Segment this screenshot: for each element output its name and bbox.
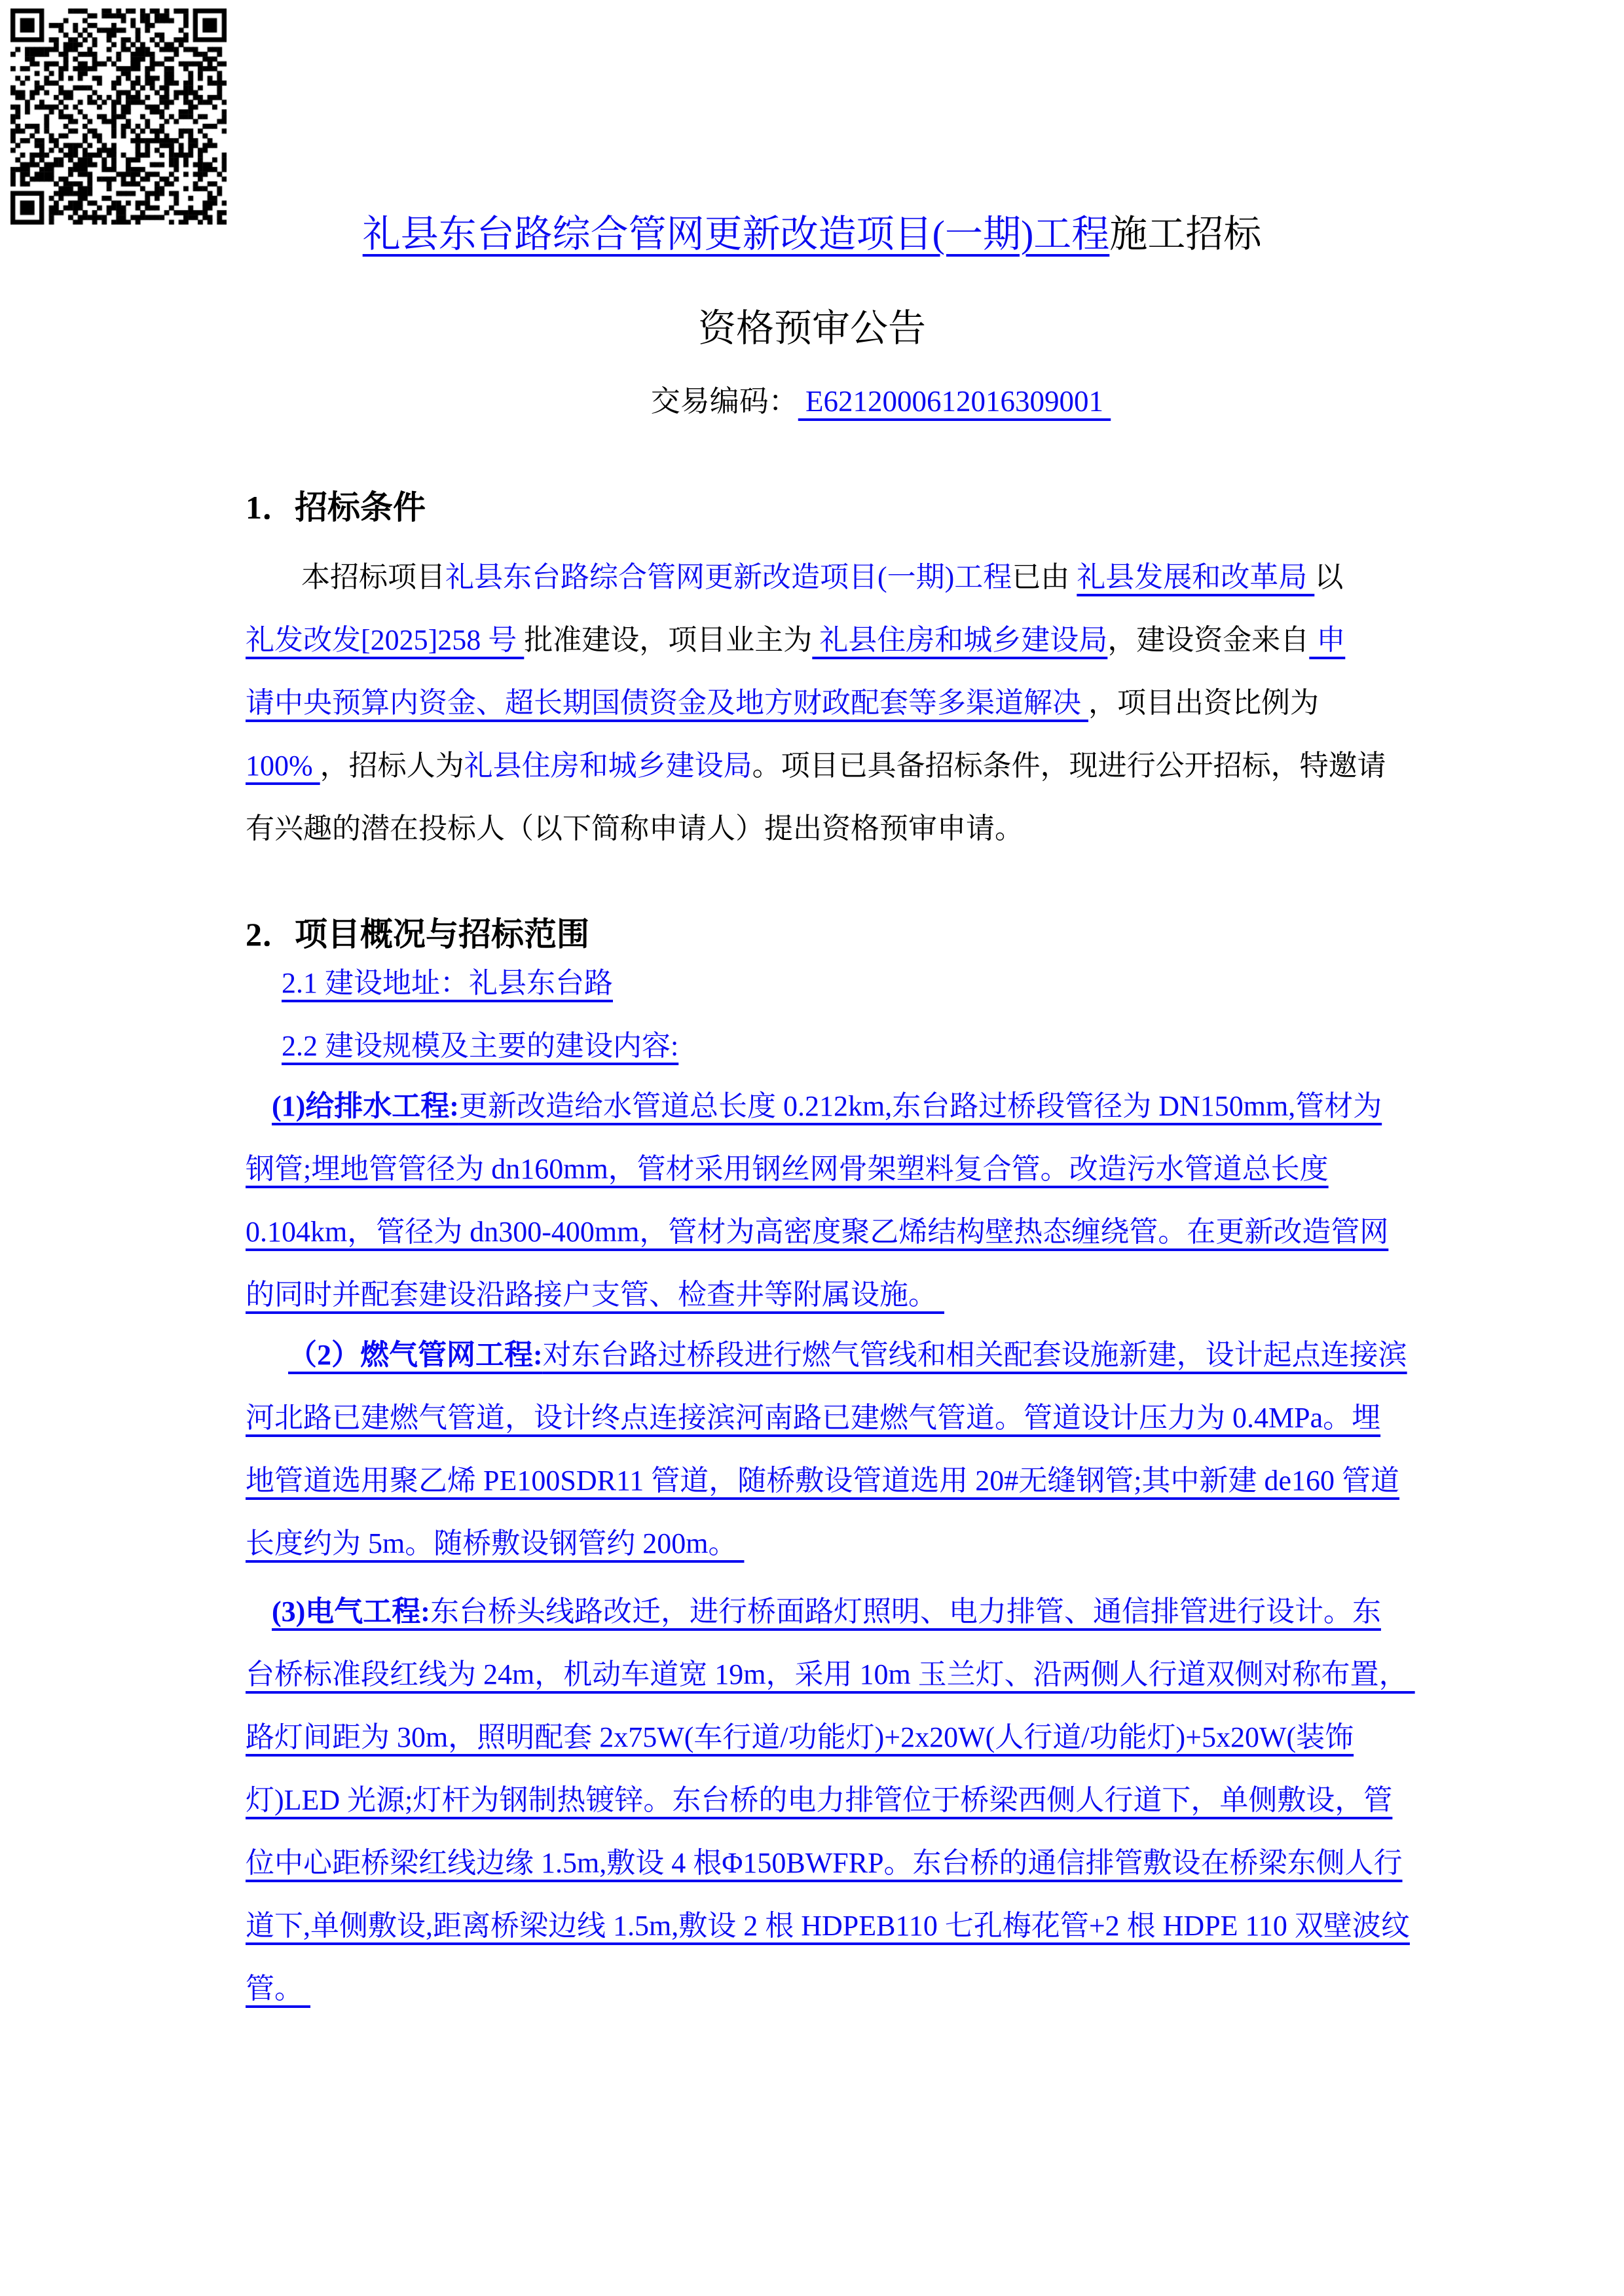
text-run: 的同时并配套建设沿路接户支管、检查井等附属设施。 — [246, 1279, 944, 1311]
text-run: 施工招标 — [1109, 213, 1262, 255]
text-run: 批准建设，项目业主为 — [524, 624, 813, 656]
paragraph-line — [246, 1512, 1378, 1575]
paragraph-line — [246, 1075, 1382, 1138]
text-run: 交易编码： — [650, 385, 798, 418]
paragraph-line — [246, 952, 1378, 1015]
paragraph-line — [246, 1138, 1378, 1201]
text-run: 台桥标准段红线为 24m，机动车道宽 19m，采用 10m 玉兰灯、沿两侧人行道双侧对称布置， — [246, 1658, 1415, 1690]
document-title-line2 — [0, 305, 1624, 352]
section2-build-address-line — [246, 952, 1378, 1015]
paragraph-line — [246, 1832, 1403, 1895]
text-run: 礼县住房和城乡建设局 — [812, 624, 1108, 656]
text-run: 礼县住房和城乡建设局 — [464, 750, 752, 782]
paragraph-line — [246, 546, 1378, 609]
text-run: 2.2 建设规模及主要的建设内容: — [282, 1030, 679, 1062]
text-run: ，项目出资比例为 — [1088, 687, 1319, 719]
document-title-line1 — [0, 211, 1624, 258]
paragraph-line — [246, 1387, 1381, 1449]
paragraph-line — [246, 1706, 1378, 1769]
qr-code — [10, 9, 227, 225]
text-run: 地管道选用聚乙烯 PE100SDR11 管道，随桥敷设管道选用 20#无缝钢管;其中新建 de160 管道 — [246, 1465, 1400, 1497]
text-run: 东台桥头线路改迁，进行桥面路灯照明、电力排管、通信排管进行设计。东 — [430, 1595, 1381, 1628]
trade-code-line — [0, 382, 1624, 420]
text-run: 已由 — [1012, 561, 1077, 593]
paragraph-line — [246, 672, 1378, 735]
section2-build-scale-line — [246, 1015, 1378, 1078]
text-run: 位中心距桥梁红线边缘 1.5m,敷设 4 根Φ150BWFRP。东台桥的通信排管敷设在桥梁东侧人行 — [246, 1847, 1403, 1879]
text-run: ，招标人为 — [320, 750, 464, 782]
paragraph-line — [246, 1769, 1393, 1832]
text-run: 礼县东台路综合管网更新改造项目(一期)工程 — [445, 561, 1012, 593]
text-run: 2.1 建设地址：礼县东台路 — [282, 967, 613, 999]
text-run: 对东台路过桥段进行燃气管线和相关配套设施新建，设计起点连接滨 — [542, 1339, 1407, 1371]
text-run: （2）燃气管网工程: — [288, 1339, 543, 1371]
text-run: 申 — [1309, 624, 1346, 656]
paragraph-line — [246, 797, 1378, 860]
text-run: ，建设资金来自 — [1107, 624, 1310, 656]
text-run: 路灯间距为 30m，照明配套 2x75W(车行道/功能灯)+2x20W(人行道/功能灯)+5x20W(装饰 — [246, 1721, 1354, 1753]
text-run: 有兴趣的潜在投标人（以下简称申请人）提出资格预审申请。 — [246, 812, 1024, 845]
section2-water-drainage-paragraph — [246, 1075, 1389, 1326]
section2-electrical-paragraph — [246, 1580, 1415, 2020]
paragraph-line — [246, 1201, 1389, 1264]
section1-paragraph — [246, 546, 1386, 860]
text-run: 以 — [1314, 561, 1344, 593]
text-run: E6212000612016309001 — [798, 385, 1111, 418]
text-run: 资格预审公告 — [697, 307, 926, 350]
text-run: 管。 — [246, 1973, 310, 2005]
paragraph-line — [246, 1958, 1378, 2020]
paragraph-line — [246, 1643, 1415, 1706]
section2-heading: 2．项目概况与招标范围 — [246, 916, 589, 953]
text-run: 长度约为 5m。随桥敷设钢管约 200m。 — [246, 1527, 745, 1559]
text-run: 钢管;埋地管管径为 dn160mm，管材采用钢丝网骨架塑料复合管。改造污水管道总长度 — [246, 1153, 1329, 1185]
text-run: 灯)LED 光源;灯杆为钢制热镀锌。东台桥的电力排管位于桥梁西侧人行道下，单侧敷设，管 — [246, 1784, 1393, 1816]
section2-gas-network-paragraph — [246, 1324, 1407, 1575]
text-run: 。项目已具备招标条件，现进行公开招标，特邀请 — [752, 750, 1386, 782]
text-run: (3)电气工程: — [272, 1595, 430, 1628]
text-run: 100% — [246, 750, 320, 782]
text-run: 道下,单侧敷设,距离桥梁边线 1.5m,敷设 2 根 HDPEB110 七孔梅花管+2 根 HDPE 110 双壁波纹 — [246, 1910, 1410, 1942]
section1-heading: 1．招标条件 — [246, 489, 426, 526]
text-run: 更新改造给水管道总长度 0.212km,东台路过桥段管径为 DN150mm,管材为 — [458, 1090, 1382, 1122]
text-run: 河北路已建燃气管道，设计终点连接滨河南路已建燃气管道。管道设计压力为 0.4MPa。埋 — [246, 1402, 1381, 1434]
text-run: 0.104km，管径为 dn300-400mm，管材为高密度聚乙烯结构壁热态缠绕管。在更新改造管网 — [246, 1216, 1389, 1248]
paragraph-line — [246, 1895, 1410, 1958]
text-run: (1)给排水工程: — [272, 1090, 459, 1122]
paragraph-line — [246, 1015, 1378, 1078]
text-run: 礼县发展和改革局 — [1077, 561, 1315, 593]
paragraph-line — [246, 609, 1378, 672]
paragraph-line — [246, 1580, 1381, 1643]
paragraph-line — [246, 735, 1386, 797]
paragraph-line — [246, 1324, 1407, 1387]
text-run: 请中央预算内资金、超长期国债资金及地方财政配套等多渠道解决 — [246, 687, 1088, 719]
text-run: 礼县东台路综合管网更新改造项目(一期)工程 — [362, 213, 1110, 255]
text-run: 本招标项目 — [301, 561, 445, 593]
text-run: 礼发改发[2025]258 号 — [246, 624, 525, 656]
paragraph-line — [246, 1449, 1400, 1512]
paragraph-line — [246, 1264, 1378, 1326]
